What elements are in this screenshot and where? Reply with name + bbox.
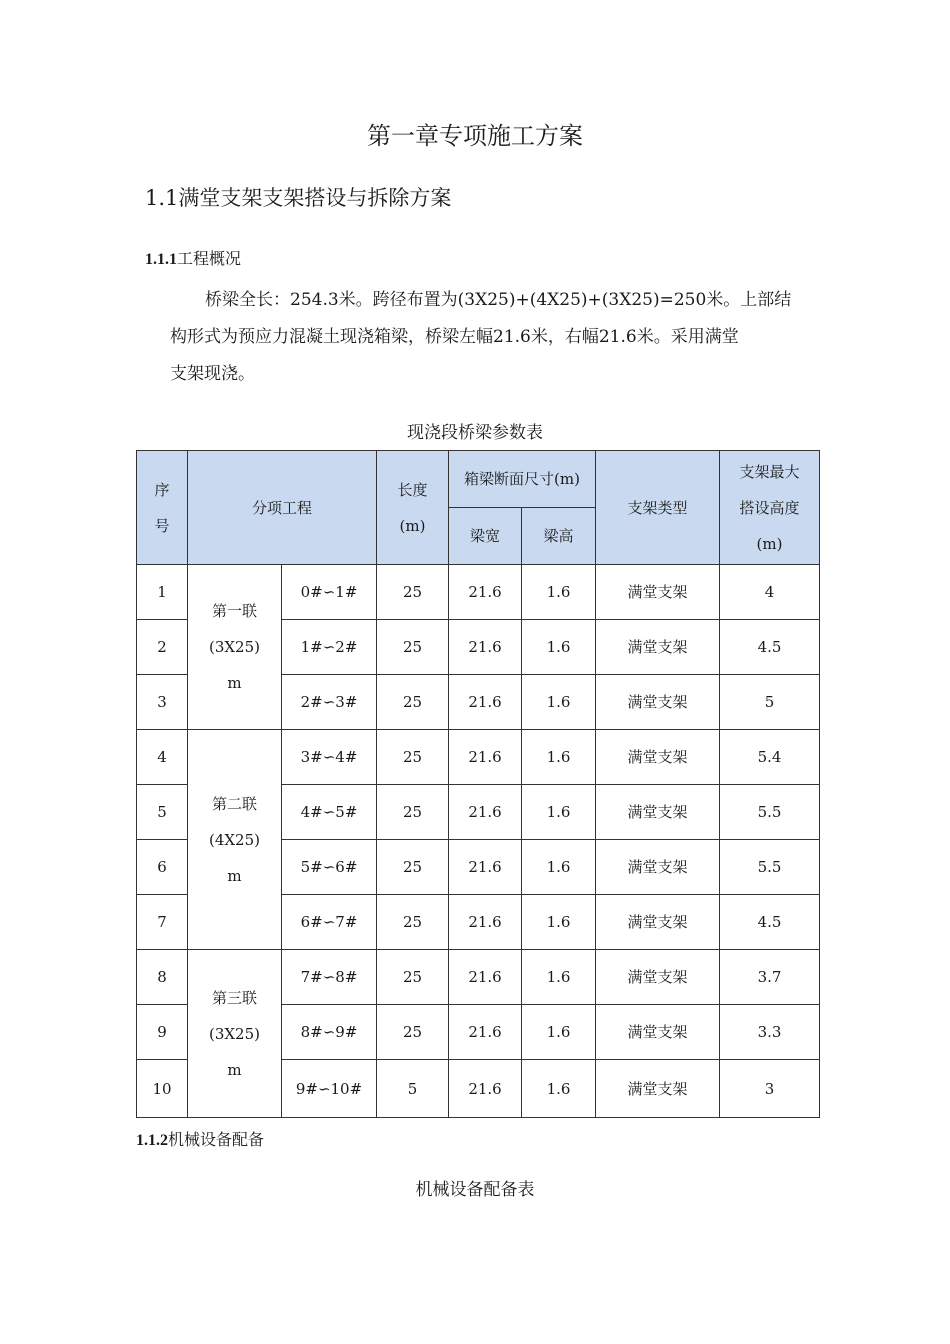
cell-max-height: 4.5 [720, 620, 820, 675]
table-row [137, 565, 820, 620]
cell-type: 满堂支架 [596, 840, 720, 895]
cell-no: 4 [137, 730, 188, 785]
cell-no: 8 [137, 950, 188, 1005]
cell-span: 0#∽1# [282, 565, 377, 620]
cell-span: 1#∽2# [282, 620, 377, 675]
cell-no: 5 [137, 785, 188, 840]
cell-no: 1 [137, 565, 188, 620]
cell-length: 25 [377, 1005, 449, 1060]
cell-length: 25 [377, 565, 449, 620]
cell-type: 满堂支架 [596, 675, 720, 730]
header-section-size: 箱梁断面尺寸(m) [449, 451, 596, 508]
header-support-type: 支架类型 [596, 451, 720, 565]
cell-width: 21.6 [449, 1060, 522, 1118]
cell-span: 5#∽6# [282, 840, 377, 895]
overview-line-3: 支架现浇。 [170, 364, 255, 384]
cell-span: 4#∽5# [282, 785, 377, 840]
cell-height: 1.6 [522, 675, 596, 730]
cell-span: 9#∽10# [282, 1060, 377, 1118]
group-cell: 第三联 (3X25) m [188, 950, 282, 1118]
cell-height: 1.6 [522, 565, 596, 620]
header-item: 分项工程 [188, 451, 377, 565]
cell-no: 10 [137, 1060, 188, 1118]
cell-max-height: 5 [720, 675, 820, 730]
header-seq: 序 号 [137, 451, 188, 565]
cell-no: 7 [137, 895, 188, 950]
chapter-title: 第一章专项施工方案 [367, 122, 583, 150]
section-title: 1.1满堂支架支架搭设与拆除方案 [145, 186, 452, 210]
cell-height: 1.6 [522, 895, 596, 950]
cell-span: 3#∽4# [282, 730, 377, 785]
bridge-parameter-table [136, 450, 820, 1118]
cell-length: 25 [377, 785, 449, 840]
cell-length: 25 [377, 730, 449, 785]
cell-width: 21.6 [449, 565, 522, 620]
cell-type: 满堂支架 [596, 1060, 720, 1118]
cell-height: 1.6 [522, 950, 596, 1005]
cell-length: 25 [377, 895, 449, 950]
cell-max-height: 3.3 [720, 1005, 820, 1060]
cell-width: 21.6 [449, 675, 522, 730]
group-cell: 第二联 (4X25) m [188, 730, 282, 950]
cell-span: 2#∽3# [282, 675, 377, 730]
cell-no: 9 [137, 1005, 188, 1060]
cell-width: 21.6 [449, 1005, 522, 1060]
subsection-number: 1.1.2 [136, 1132, 168, 1149]
cell-type: 满堂支架 [596, 730, 720, 785]
cell-type: 满堂支架 [596, 785, 720, 840]
cell-span: 8#∽9# [282, 1005, 377, 1060]
cell-type: 满堂支架 [596, 565, 720, 620]
cell-width: 21.6 [449, 785, 522, 840]
cell-width: 21.6 [449, 950, 522, 1005]
cell-height: 1.6 [522, 1060, 596, 1118]
table2-caption: 机械设备配备表 [415, 1180, 535, 1200]
table-row [137, 950, 820, 1005]
cell-length: 25 [377, 840, 449, 895]
header-length: 长度 (m) [377, 451, 449, 565]
cell-length: 5 [377, 1060, 449, 1118]
cell-width: 21.6 [449, 730, 522, 785]
cell-max-height: 4.5 [720, 895, 820, 950]
cell-height: 1.6 [522, 840, 596, 895]
cell-type: 满堂支架 [596, 620, 720, 675]
overview-line-1: 桥梁全长：254.3米。跨径布置为(3X25)+(4X25)+(3X25)=250米。上部结 [205, 290, 792, 310]
subsection-heading-overview [145, 246, 241, 269]
table-caption: 现浇段桥梁参数表 [407, 423, 543, 443]
cell-type: 满堂支架 [596, 1005, 720, 1060]
cell-span: 6#∽7# [282, 895, 377, 950]
table-row [137, 730, 820, 785]
cell-length: 25 [377, 950, 449, 1005]
cell-width: 21.6 [449, 895, 522, 950]
header-max-height: 支架最大 搭设高度 (m) [720, 451, 820, 565]
cell-no: 2 [137, 620, 188, 675]
cell-width: 21.6 [449, 840, 522, 895]
subsection-number: 1.1.1 [145, 251, 177, 268]
cell-max-height: 3 [720, 1060, 820, 1118]
cell-max-height: 5.4 [720, 730, 820, 785]
cell-length: 25 [377, 620, 449, 675]
cell-type: 满堂支架 [596, 895, 720, 950]
cell-width: 21.6 [449, 620, 522, 675]
subsection-heading-equipment [136, 1127, 264, 1150]
cell-max-height: 3.7 [720, 950, 820, 1005]
cell-no: 6 [137, 840, 188, 895]
cell-max-height: 5.5 [720, 840, 820, 895]
header-height: 梁高 [522, 508, 596, 565]
cell-no: 3 [137, 675, 188, 730]
cell-height: 1.6 [522, 785, 596, 840]
subsection-title: 机械设备配备 [168, 1130, 265, 1149]
cell-height: 1.6 [522, 620, 596, 675]
cell-max-height: 5.5 [720, 785, 820, 840]
overview-line-2: 构形式为预应力混凝土现浇箱梁，桥梁左幅21.6米，右幅21.6米。采用满堂 [170, 327, 739, 347]
group-cell: 第一联 (3X25) m [188, 565, 282, 730]
cell-length: 25 [377, 675, 449, 730]
cell-type: 满堂支架 [596, 950, 720, 1005]
cell-max-height: 4 [720, 565, 820, 620]
cell-height: 1.6 [522, 1005, 596, 1060]
header-width: 梁宽 [449, 508, 522, 565]
cell-height: 1.6 [522, 730, 596, 785]
subsection-title: 工程概况 [177, 249, 242, 268]
cell-span: 7#∽8# [282, 950, 377, 1005]
